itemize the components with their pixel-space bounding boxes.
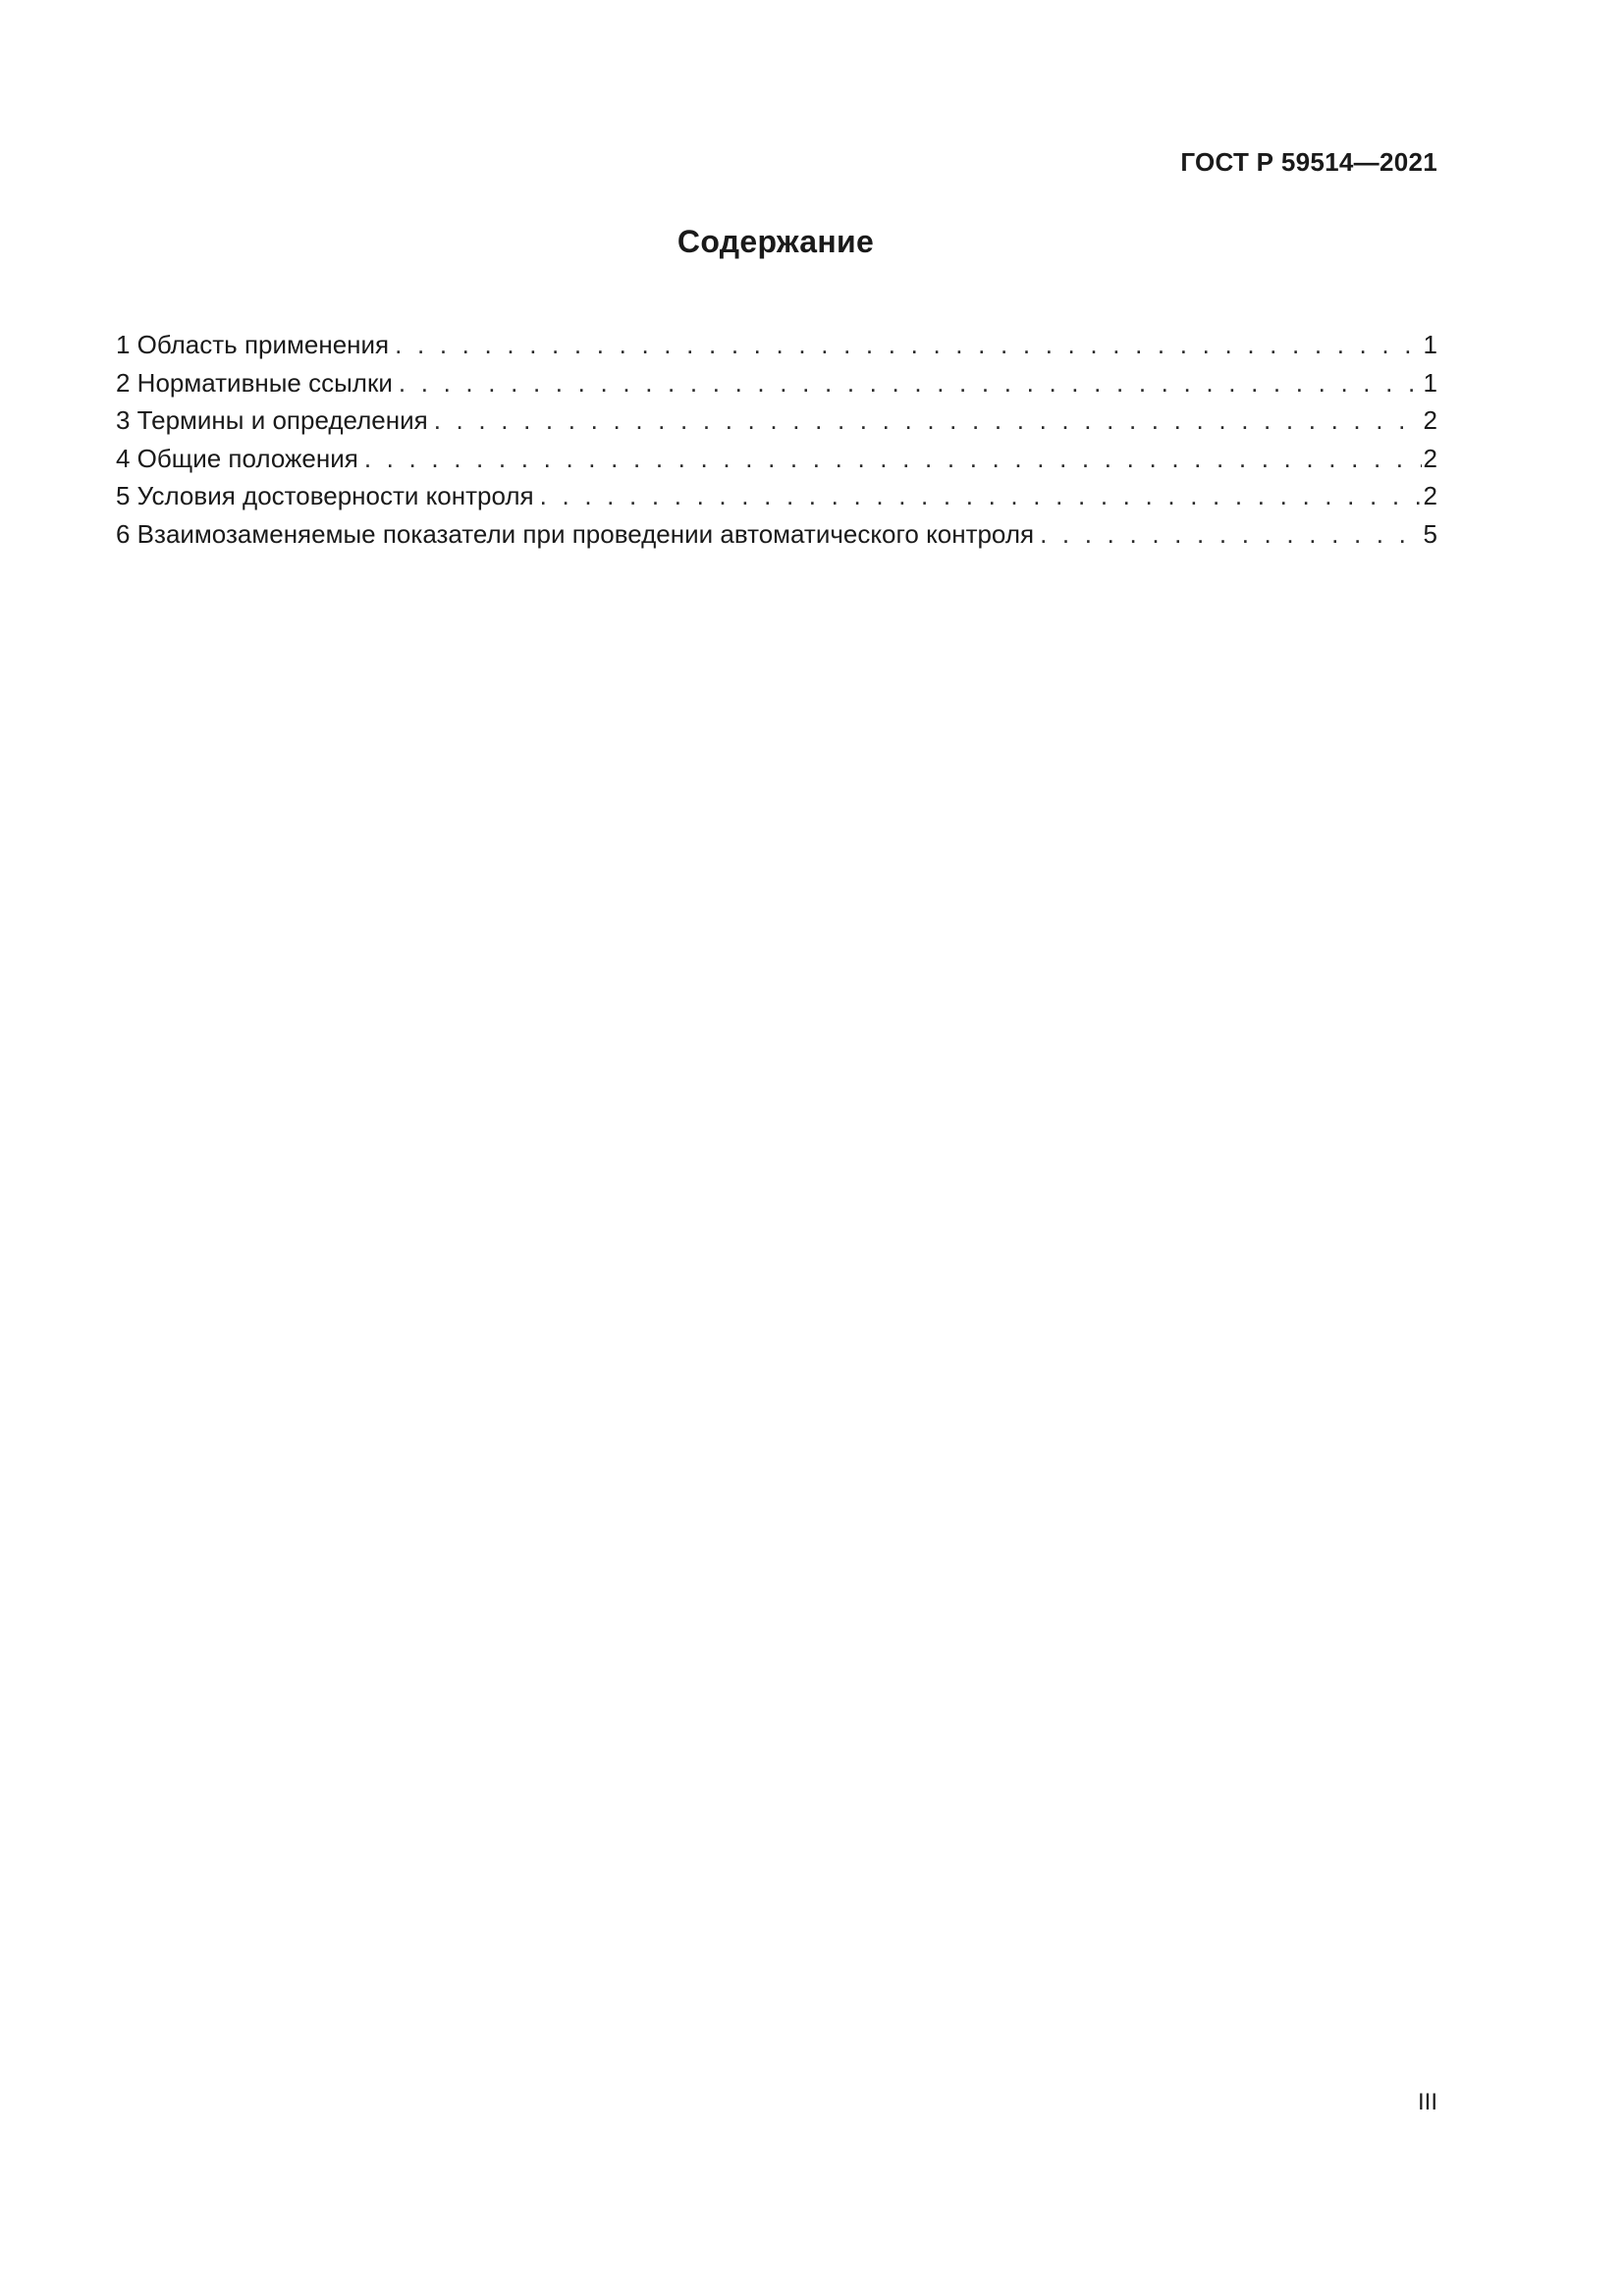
toc-item-label: 2 Нормативные ссылки (116, 367, 393, 398)
toc-item-page: 2 (1423, 443, 1437, 473)
toc-item-label: 5 Условия достоверности контроля (116, 481, 534, 510)
toc-item-page: 2 (1423, 481, 1437, 510)
toc-item-page: 2 (1423, 405, 1437, 435)
toc-title: Содержание (677, 224, 875, 259)
toc-dot-leader (540, 477, 1422, 515)
toc-dot-leader (395, 326, 1421, 364)
toc-item[interactable] (116, 477, 1437, 515)
toc-item-label: 1 Область применения (116, 330, 390, 359)
page-number: III (1417, 2089, 1437, 2115)
toc-dot-leader (399, 364, 1422, 402)
toc-item[interactable] (116, 440, 1437, 478)
toc-item[interactable] (116, 515, 1437, 554)
toc-item-label: 6 Взаимозаменяемые показатели при проведении автоматического контроля (116, 518, 1035, 549)
toc-item-page: 1 (1423, 367, 1437, 398)
toc-item-page: 1 (1423, 330, 1437, 359)
toc-item-label: 3 Термины и определения (116, 405, 428, 435)
toc-list (116, 326, 1437, 553)
toc-item[interactable] (116, 326, 1437, 364)
toc-item-page: 5 (1423, 518, 1437, 549)
toc-dot-leader (364, 440, 1422, 478)
standard-code: ГОСТ Р 59514—2021 (1180, 147, 1437, 177)
toc-item-label: 4 Общие положения (116, 443, 358, 473)
toc-item[interactable] (116, 364, 1437, 402)
toc-dot-leader (1040, 515, 1421, 554)
toc-item[interactable] (116, 401, 1437, 440)
toc-dot-leader (434, 401, 1422, 440)
